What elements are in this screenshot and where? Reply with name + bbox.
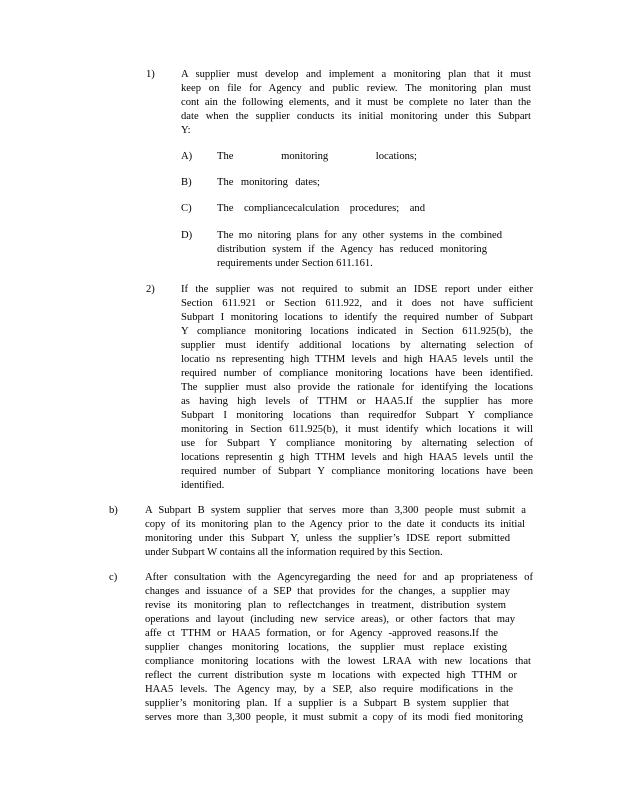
- text-line: requirements under Section 611.161.: [217, 258, 373, 269]
- text-line: monitoring under this Subpart Y, unless the supplier’s IDSE report submitted: [145, 533, 510, 544]
- text-line: The supplier must also provide the rationale for identifying the locations: [181, 382, 533, 393]
- subitem-d-text: [217, 229, 502, 271]
- item-c-label: c): [109, 572, 118, 583]
- text-line: under Subpart W contains all the information required by this Section.: [145, 547, 443, 558]
- text-line: use for Subpart Y compliance monitoring by alternating selection of: [181, 438, 533, 449]
- text-line: affe ct TTHM or HAA5 formation, or for Agency -approved reasons.If the: [145, 628, 498, 639]
- text-line: serves more than 3,300 people, it must submit a copy of its modi fied monitoring: [145, 712, 523, 723]
- subitem-c-label: C): [181, 203, 192, 214]
- text-line: supplier’s monitoring plan. If a supplier is a Subpart B system supplier that: [145, 698, 509, 709]
- text-line: required number of Subpart Y compliance monitoring locations have been: [181, 466, 533, 477]
- text-line: revise its monitoring plan to reflectchanges in treatment, distribution system: [145, 600, 506, 611]
- text-line: required number of compliance monitoring locations have been identified.: [181, 368, 533, 379]
- item-1-paragraph: [181, 68, 531, 138]
- text-line: identified.: [181, 480, 225, 491]
- text-line: Subpart I monitoring locations than requiredfor Subpart Y compliance: [181, 410, 533, 421]
- text-line: locations representin g high TTHM levels and high HAA5 levels until the: [181, 452, 533, 463]
- text-line: The compliancecalculation procedures; and: [217, 203, 425, 214]
- text-line: supplier must identify additional locations by alternating selection of: [181, 340, 533, 351]
- text-line: locatio ns representing high TTHM levels and high HAA5 levels until the: [181, 354, 533, 365]
- subitem-a-label: A): [181, 151, 193, 162]
- text-line: cont ain the following elements, and it must be complete no later than the: [181, 97, 531, 108]
- text-line: as having high levels of TTHM or HAA5.If the supplier has more: [181, 396, 533, 407]
- text-line: HAA5 levels. The Agency may, by a SEP, also require modifications in the: [145, 684, 513, 695]
- text-line: Y:: [181, 125, 191, 136]
- item-c-paragraph: [145, 571, 533, 725]
- subitem-d-label: D): [181, 230, 193, 241]
- text-line: copy of its monitoring plan to the Agency prior to the date it conducts its initial: [145, 519, 525, 530]
- text-line: The monitoring dates;: [217, 177, 320, 188]
- text-line: operations and layout (including new service areas), or other factors that may: [145, 614, 515, 625]
- text-line: distribution system if the Agency has reduced monitoring: [217, 244, 487, 255]
- text-line: A supplier must develop and implement a monitoring plan that it must: [181, 69, 531, 80]
- item-2-label: 2): [146, 284, 155, 295]
- text-line: Subpart I monitoring locations to identify the required number of Subpart: [181, 312, 533, 323]
- text-line: If the supplier was not required to submit an IDSE report under either: [181, 284, 533, 295]
- subitem-b-label: B): [181, 177, 192, 188]
- text-line: Section 611.921 or Section 611.922, and it does not have sufficient: [181, 298, 533, 309]
- text-line: The mo nitoring plans for any other systems in the combined: [217, 230, 502, 241]
- text-line: date when the supplier conducts its initial monitoring under this Subpart: [181, 111, 531, 122]
- text-line: reflect the current distribution syste m locations with expected high TTHM or: [145, 670, 517, 681]
- item-2-paragraph: [181, 283, 533, 493]
- item-b-label: b): [109, 505, 118, 516]
- text-line: keep on file for Agency and public review. The monitoring plan must: [181, 83, 531, 94]
- text-line: monitoring in Section 611.925(b), it must identify which locations it will: [181, 424, 533, 435]
- subitem-a-text: [217, 150, 417, 164]
- text-line: A Subpart B system supplier that serves more than 3,300 people must submit a: [145, 505, 526, 516]
- text-line: After consultation with the Agencyregarding the need for and ap propriateness of: [145, 572, 533, 583]
- text-line: compliance monitoring locations with the lowest LRAA with new locations that: [145, 656, 531, 667]
- text-line: changes and issuance of a SEP that provides for the changes, a supplier may: [145, 586, 510, 597]
- subitem-c-text: [217, 202, 425, 216]
- item-1-label: 1): [146, 69, 155, 80]
- text-line: supplier changes monitoring locations, the supplier must replace existing: [145, 642, 507, 653]
- text-line: Y compliance monitoring locations indicated in Section 611.925(b), the: [181, 326, 533, 337]
- text-line: The monitoring locations;: [217, 151, 417, 162]
- subitem-b-text: [217, 176, 320, 190]
- item-b-paragraph: [145, 504, 526, 560]
